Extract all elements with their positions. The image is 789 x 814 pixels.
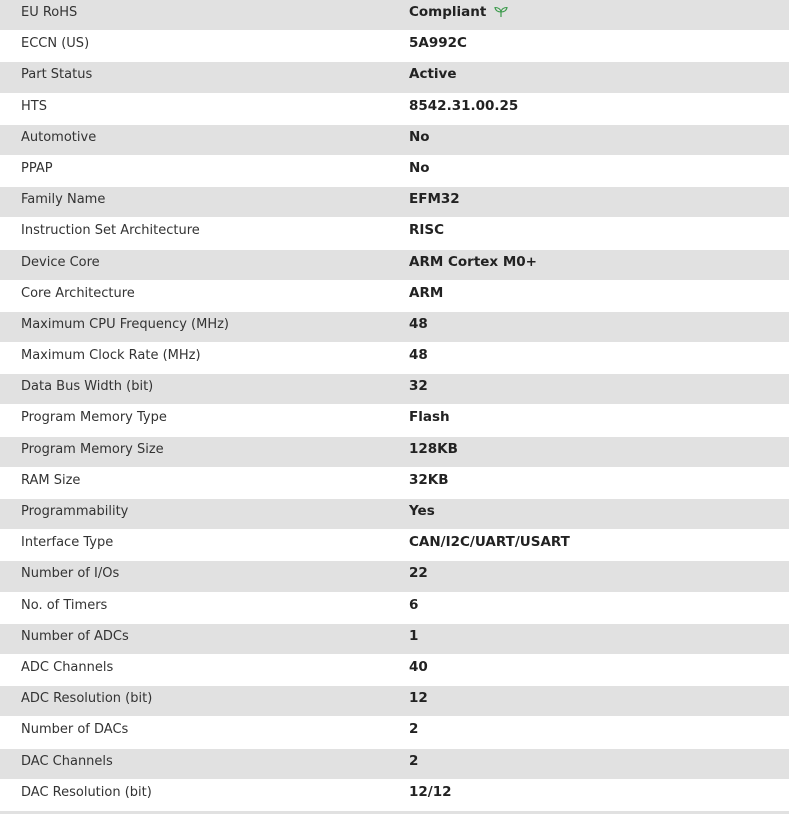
spec-row-hts — [0, 94, 789, 125]
spec-label: Interface Type — [21, 535, 114, 551]
spec-label: Maximum CPU Frequency (MHz) — [21, 316, 229, 332]
spec-label: Core Architecture — [21, 285, 135, 301]
spec-label: Data Bus Width (bit) — [21, 379, 154, 395]
spec-row-dac-resolution — [0, 780, 789, 811]
spec-label: Program Memory Type — [21, 410, 167, 426]
spec-row-adc-resolution — [0, 686, 789, 717]
spec-row-program-memory-size — [0, 437, 789, 468]
spec-value: Active — [409, 66, 457, 83]
spec-label: ADC Resolution (bit) — [21, 691, 153, 707]
spec-value: EFM32 — [409, 191, 460, 208]
spec-label: Maximum Clock Rate (MHz) — [21, 348, 201, 364]
spec-value: No — [409, 159, 430, 176]
spec-label: ECCN (US) — [21, 36, 90, 52]
spec-value: 48 — [409, 347, 428, 364]
spec-label: EU RoHS — [21, 5, 78, 20]
spec-value: CAN/I2C/UART/USART — [409, 534, 570, 551]
spec-label: HTS — [21, 98, 47, 114]
spec-value: 6 — [409, 596, 419, 613]
spec-label: Automotive — [21, 129, 97, 145]
spec-row-adc-channels — [0, 655, 789, 686]
spec-label: Part Status — [21, 67, 93, 83]
spec-row-ram-size — [0, 468, 789, 499]
spec-label: Number of ADCs — [21, 628, 129, 644]
spec-value: 22 — [409, 565, 428, 582]
spec-row-family-name — [0, 187, 789, 218]
spec-row-ppap — [0, 156, 789, 187]
spec-value — [409, 0, 508, 30]
spec-label: RAM Size — [21, 472, 81, 488]
spec-label: Number of DACs — [21, 722, 129, 738]
spec-label: Family Name — [21, 192, 106, 208]
spec-value: No — [409, 128, 430, 145]
spec-row-number-of-dacs — [0, 717, 789, 748]
spec-row-eu-rohs — [0, 0, 789, 31]
spec-row-isa — [0, 218, 789, 249]
spec-value: ARM Cortex M0+ — [409, 253, 537, 270]
leaf-icon — [494, 6, 508, 18]
spec-row-eccn — [0, 31, 789, 62]
spec-row-automotive — [0, 125, 789, 156]
spec-row-number-of-ios — [0, 561, 789, 592]
spec-value: 12/12 — [409, 783, 452, 800]
spec-row-number-of-timers — [0, 593, 789, 624]
spec-value: 5A992C — [409, 35, 467, 52]
spec-row-dac-channels — [0, 749, 789, 780]
spec-row-data-bus-width — [0, 374, 789, 405]
spec-row-max-cpu-frequency — [0, 312, 789, 343]
spec-label: Number of I/Os — [21, 566, 120, 582]
spec-row-max-clock-rate — [0, 343, 789, 374]
spec-row-programmability — [0, 499, 789, 530]
spec-row-device-core — [0, 250, 789, 281]
spec-value: 40 — [409, 658, 428, 675]
spec-row-program-memory-type — [0, 405, 789, 436]
spec-value: 32 — [409, 378, 428, 395]
spec-label: PPAP — [21, 160, 53, 176]
spec-value: 1 — [409, 627, 419, 644]
spec-value: Yes — [409, 503, 435, 519]
spec-row-number-of-adcs — [0, 624, 789, 655]
spec-value: 32KB — [409, 471, 449, 488]
spec-label: Device Core — [21, 254, 100, 270]
spec-value: 2 — [409, 721, 419, 738]
spec-value: Flash — [409, 409, 450, 426]
spec-label: ADC Channels — [21, 659, 114, 675]
spec-value: 48 — [409, 315, 428, 332]
spec-row-core-architecture — [0, 281, 789, 312]
spec-value: 12 — [409, 690, 428, 707]
spec-value: 2 — [409, 752, 419, 769]
spec-row-interface-type — [0, 530, 789, 561]
spec-value: ARM — [409, 284, 444, 301]
spec-value-text: Compliant — [409, 4, 487, 20]
spec-value: RISC — [409, 222, 445, 239]
spec-label: DAC Channels — [21, 753, 113, 769]
spec-row-part-status — [0, 62, 789, 93]
spec-label: Instruction Set Architecture — [21, 223, 200, 239]
spec-label: Program Memory Size — [21, 441, 164, 457]
spec-label: Programmability — [21, 504, 129, 519]
spec-value: 8542.31.00.25 — [409, 97, 519, 114]
spec-label: DAC Resolution (bit) — [21, 784, 152, 800]
spec-label: No. of Timers — [21, 597, 108, 613]
spec-value: 128KB — [409, 440, 458, 457]
